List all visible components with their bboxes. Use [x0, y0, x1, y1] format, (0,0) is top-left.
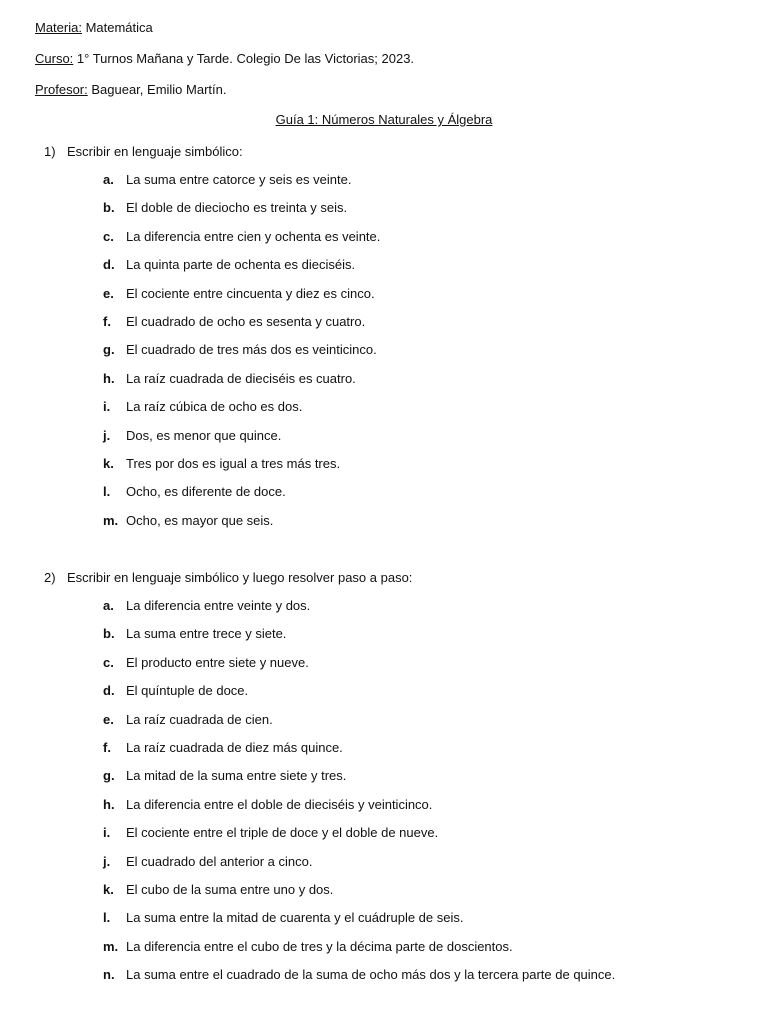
item-letter: g.	[103, 342, 115, 358]
list-item	[103, 399, 380, 427]
materia-label: Materia:	[35, 20, 82, 35]
item-letter: j.	[103, 427, 111, 443]
section2-list	[103, 598, 615, 995]
item-text: El cuadrado del anterior a cinco.	[126, 853, 313, 869]
item-text: El cociente entre cincuenta y diez es cinco.	[126, 285, 375, 301]
item-text: El quíntuple de doce.	[126, 683, 249, 699]
profesor-label: Profesor:	[35, 82, 88, 97]
item-letter: k.	[103, 881, 114, 897]
list-item	[103, 172, 380, 200]
item-text: La raíz cúbica de ocho es dos.	[126, 399, 303, 415]
list-item	[103, 683, 615, 711]
item-text: El cuadrado de ocho es sesenta y cuatro.	[126, 313, 366, 329]
item-letter: g.	[103, 768, 115, 784]
item-text: El cociente entre el triple de doce y el doble de nueve.	[126, 825, 439, 841]
page-title: Guía 1: Números Naturales y Álgebra	[275, 112, 493, 127]
materia-value: Matemática	[81, 20, 153, 35]
list-item	[103, 314, 380, 342]
item-text: Ocho, es mayor que seis.	[126, 512, 274, 528]
item-text: La mitad de la suma entre siete y tres.	[126, 768, 347, 784]
item-letter: a.	[103, 598, 114, 613]
list-item	[103, 371, 380, 399]
item-letter: h.	[103, 796, 115, 812]
item-letter: m.	[103, 938, 119, 954]
item-letter: j.	[103, 853, 111, 869]
item-text: La quinta parte de ochenta es dieciséis.	[126, 257, 356, 273]
item-text: La raíz cuadrada de dieciséis es cuatro.	[126, 370, 356, 386]
list-item	[103, 740, 615, 768]
item-text: El cuadrado de tres más dos es veinticinco.	[126, 342, 377, 358]
item-letter: b.	[103, 626, 115, 642]
list-item	[103, 229, 380, 257]
item-letter: h.	[103, 370, 115, 386]
materia-line	[35, 20, 153, 36]
item-text: La suma entre el cuadrado de la suma de ocho más dos y la tercera parte de quince.	[126, 967, 616, 983]
list-item	[103, 910, 615, 938]
item-letter: m.	[103, 512, 119, 528]
section1-heading-text: Escribir en lenguaje simbólico:	[67, 144, 243, 159]
item-text: La suma entre trece y siete.	[126, 626, 287, 642]
item-letter: b.	[103, 200, 115, 216]
item-letter: f.	[103, 739, 111, 755]
list-item	[103, 797, 615, 825]
item-letter: a.	[103, 172, 114, 187]
list-item	[103, 257, 380, 285]
item-text: La diferencia entre el doble de dieciséis y veinticinco.	[126, 796, 433, 812]
item-text: El doble de dieciocho es treinta y seis.	[126, 200, 348, 216]
list-item	[103, 882, 615, 910]
item-text: El cubo de la suma entre uno y dos.	[126, 881, 334, 897]
item-text: Dos, es menor que quince.	[126, 427, 282, 443]
list-item	[103, 626, 615, 654]
item-letter: e.	[103, 711, 114, 727]
item-text: La diferencia entre veinte y dos.	[126, 598, 311, 613]
list-item	[103, 598, 615, 626]
item-text: Tres por dos es igual a tres más tres.	[126, 455, 341, 471]
item-text: La diferencia entre cien y ochenta es veinte.	[126, 228, 381, 244]
item-text: La suma entre catorce y seis es veinte.	[126, 172, 352, 187]
section2-number: 2)	[44, 570, 56, 585]
list-item	[103, 286, 380, 314]
list-item	[103, 513, 380, 541]
section2-heading	[44, 570, 412, 586]
profesor-line	[35, 82, 226, 98]
list-item	[103, 967, 615, 995]
item-text: Ocho, es diferente de doce.	[126, 484, 286, 500]
item-text: La raíz cuadrada de cien.	[126, 711, 273, 727]
list-item	[103, 768, 615, 796]
section1-heading	[44, 144, 243, 160]
item-letter: n.	[103, 967, 115, 983]
profesor-value: Baguear, Emilio Martín.	[87, 82, 227, 97]
curso-value: 1° Turnos Mañana y Tarde. Colegio De las Victorias; 2023.	[73, 51, 415, 66]
item-letter: d.	[103, 257, 115, 273]
list-item	[103, 342, 380, 370]
item-letter: l.	[103, 484, 111, 500]
list-item	[103, 428, 380, 456]
item-letter: i.	[103, 825, 111, 841]
curso-line	[35, 51, 414, 67]
section1-number: 1)	[44, 144, 56, 159]
section1-list	[103, 172, 380, 541]
list-item	[103, 456, 380, 484]
item-letter: f.	[103, 313, 111, 329]
item-letter: d.	[103, 683, 115, 699]
item-letter: c.	[103, 654, 114, 670]
list-item	[103, 484, 380, 512]
list-item	[103, 712, 615, 740]
item-text: El producto entre siete y nueve.	[126, 654, 309, 670]
item-letter: k.	[103, 455, 114, 471]
item-text: La diferencia entre el cubo de tres y la décima parte de doscientos.	[126, 938, 513, 954]
item-letter: i.	[103, 399, 111, 415]
item-text: La suma entre la mitad de cuarenta y el cuádruple de seis.	[126, 910, 464, 926]
list-item	[103, 655, 615, 683]
list-item	[103, 854, 615, 882]
curso-label: Curso:	[35, 51, 74, 66]
item-letter: c.	[103, 228, 114, 244]
item-letter: e.	[103, 285, 114, 301]
section2-heading-text: Escribir en lenguaje simbólico y luego resolver paso a paso:	[67, 570, 413, 585]
list-item	[103, 200, 380, 228]
item-letter: l.	[103, 910, 111, 926]
list-item	[103, 825, 615, 853]
list-item	[103, 939, 615, 967]
item-text: La raíz cuadrada de diez más quince.	[126, 739, 343, 755]
